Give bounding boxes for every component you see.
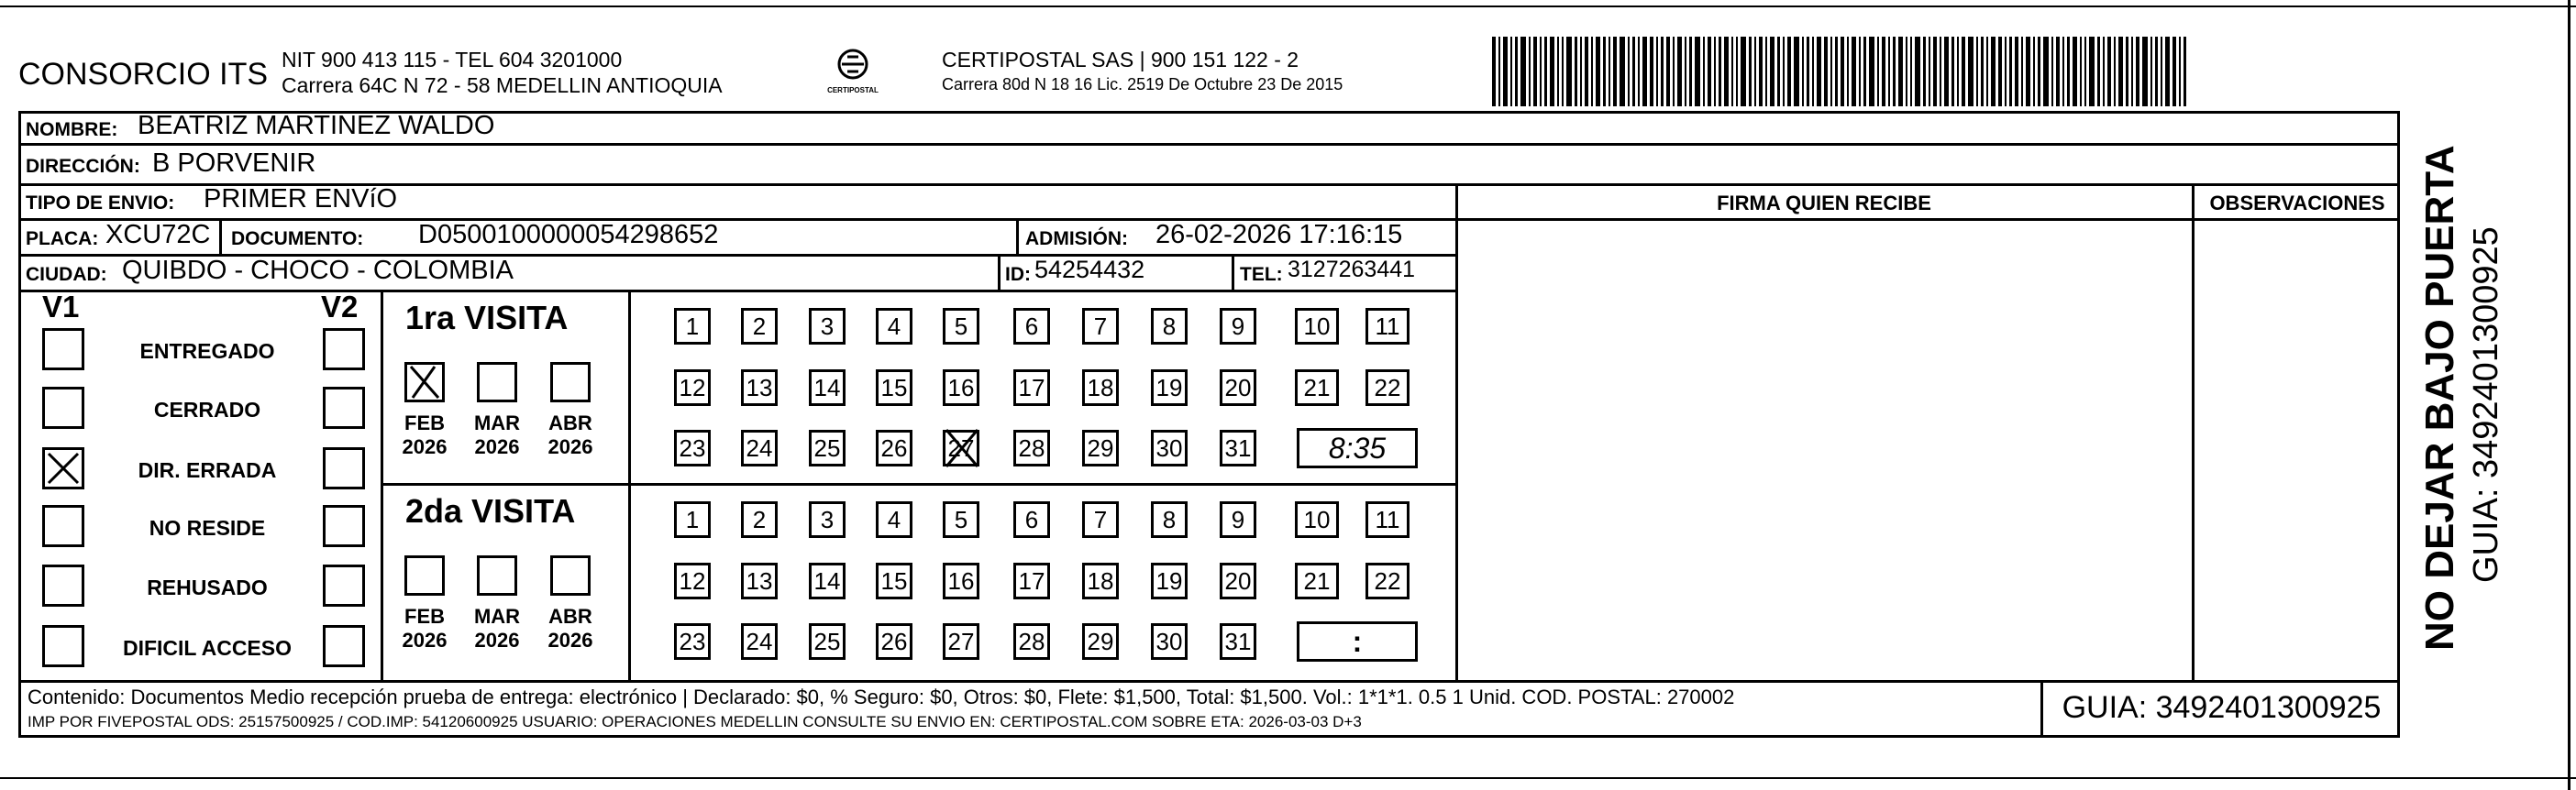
v2-checkbox[interactable] (323, 565, 365, 607)
v1-checkbox[interactable] (42, 625, 84, 667)
day-box[interactable]: 24 (741, 430, 778, 466)
scan-right-edge (2568, 0, 2570, 790)
v1-header: V1 (42, 290, 80, 324)
day-box[interactable]: 14 (809, 369, 846, 406)
documento-label: DOCUMENTO: (231, 228, 364, 249)
day-box[interactable]: 1 (674, 501, 711, 538)
status-label: ENTREGADO (139, 339, 275, 363)
col-line-left-section (1455, 183, 1458, 680)
day-box[interactable]: 1 (674, 308, 711, 345)
status-label: REHUSADO (147, 576, 268, 599)
day-box[interactable]: 17 (1013, 563, 1050, 599)
col-line-placa (219, 218, 222, 254)
day-box[interactable]: 19 (1151, 563, 1188, 599)
status-label: DIR. ERRADA (138, 458, 277, 482)
v2-header: V2 (321, 290, 359, 324)
day-box[interactable]: 5 (943, 308, 979, 345)
visit-time-field[interactable]: 8:35 (1297, 428, 1418, 468)
year-label: 2026 (402, 629, 448, 652)
month-label: MAR (473, 411, 521, 434)
day-box[interactable]: 17 (1013, 369, 1050, 406)
month-checkbox[interactable] (477, 362, 517, 402)
carrier-name: CERTIPOSTAL SAS | 900 151 122 - 2 (942, 48, 1299, 71)
carrier-address: Carrera 80d N 18 16 Lic. 2519 De Octubre 23 De 2015 (942, 75, 1343, 93)
tel-value: 3127263441 (1288, 257, 1416, 282)
columns-header-line (1456, 218, 2400, 221)
ciudad-value: QUIBDO - CHOCO - COLOMBIA (122, 256, 514, 285)
firma-area[interactable] (1460, 222, 2190, 678)
day-box[interactable]: 23 (674, 623, 711, 660)
day-box[interactable]: 29 (1082, 430, 1119, 466)
day-box[interactable]: 12 (674, 563, 711, 599)
v2-checkbox[interactable] (323, 505, 365, 547)
v2-checkbox[interactable] (323, 328, 365, 370)
day-box[interactable]: 16 (943, 369, 979, 406)
day-box[interactable]: 4 (876, 308, 912, 345)
day-box[interactable]: 9 (1220, 308, 1256, 345)
month-label: ABR (548, 411, 592, 434)
year-label: 2026 (547, 435, 593, 458)
day-box[interactable]: 24 (741, 623, 778, 660)
year-label: 2026 (474, 435, 520, 458)
status-label: DIFICIL ACCESO (122, 636, 292, 660)
month-checkbox[interactable] (404, 362, 445, 402)
col-line-observaciones (2192, 183, 2195, 680)
company-nit: NIT 900 413 115 - TEL 604 3201000 (282, 48, 623, 71)
month-checkbox[interactable] (477, 555, 517, 596)
day-box[interactable]: 27 (943, 623, 979, 660)
day-box[interactable]: 22 (1365, 369, 1410, 406)
day-box[interactable]: 2 (741, 501, 778, 538)
day-box[interactable]: 26 (876, 430, 912, 466)
direccion-label: DIRECCIÓN: (26, 156, 140, 177)
placa-label: PLACA: (26, 228, 99, 249)
day-box[interactable]: 13 (741, 369, 778, 406)
day-box[interactable]: 26 (876, 623, 912, 660)
day-box[interactable]: 18 (1082, 563, 1119, 599)
certipostal-logo (824, 44, 882, 108)
day-box[interactable]: 7 (1082, 308, 1119, 345)
day-cross-mark (941, 426, 983, 475)
year-label: 2026 (547, 629, 593, 652)
day-box[interactable]: 21 (1295, 563, 1339, 599)
nombre-value: BEATRIZ MARTINEZ WALDO (138, 111, 495, 140)
tipo-envio-label: TIPO DE ENVIO: (26, 192, 175, 214)
day-box[interactable]: 16 (943, 563, 979, 599)
year-label: 2026 (402, 435, 448, 458)
day-box[interactable]: 28 (1013, 430, 1050, 466)
row-line-5 (18, 290, 1456, 292)
day-box[interactable]: 30 (1151, 623, 1188, 660)
ciudad-label: CIUDAD: (26, 264, 107, 285)
admision-value: 26-02-2026 17:16:15 (1155, 220, 1403, 249)
footer-guia: GUIA: 3492401300925 (2062, 690, 2382, 725)
day-box[interactable]: 3 (809, 308, 846, 345)
visit-divider-line (381, 483, 1456, 486)
day-box[interactable]: 31 (1220, 623, 1256, 660)
v2-checkbox[interactable] (323, 447, 365, 489)
status-label: CERRADO (153, 398, 261, 422)
observaciones-header: OBSERVACIONES (2209, 192, 2385, 214)
observaciones-area[interactable] (2196, 222, 2398, 678)
visit-title: 2da VISITA (405, 492, 576, 530)
visit-time-field[interactable]: : (1297, 621, 1418, 662)
day-box[interactable]: 28 (1013, 623, 1050, 660)
month-checkbox[interactable] (550, 555, 591, 596)
day-box[interactable]: 27 (943, 430, 979, 466)
month-checkbox[interactable] (404, 555, 445, 596)
firma-header: FIRMA QUIEN RECIBE (1717, 192, 1931, 214)
day-box[interactable]: 8 (1151, 501, 1188, 538)
day-box[interactable]: 18 (1082, 369, 1119, 406)
month-label: FEB (404, 411, 445, 434)
footer-impresion: IMP POR FIVEPOSTAL ODS: 25157500925 / COD.IMP: 54120600925 USUARIO: OPERACIONES MEDELLIN CONSULTE SU ENVIO EN: CERTIPOSTAL.COM SOBRE ETA: 2026-03-03 D+3 (28, 713, 1362, 730)
admision-label: ADMISIÓN: (1025, 228, 1128, 249)
barcode (1492, 37, 2218, 106)
v2-checkbox[interactable] (323, 387, 365, 429)
day-box[interactable]: 14 (809, 563, 846, 599)
day-box[interactable]: 21 (1295, 369, 1339, 406)
v1-checkbox[interactable] (42, 447, 84, 489)
day-box[interactable]: 30 (1151, 430, 1188, 466)
id-value: 54254432 (1034, 256, 1145, 283)
col-line-admision (1016, 218, 1019, 254)
company-address: Carrera 64C N 72 - 58 MEDELLIN ANTIOQUIA (282, 73, 723, 97)
logo-caption: CERTIPOSTAL (827, 86, 879, 94)
day-box[interactable]: 12 (674, 369, 711, 406)
day-box[interactable]: 22 (1365, 563, 1410, 599)
footer-content: Contenido: Documentos Medio recepción prueba de entrega: electrónico | Declarado: $0, % Seguro: $0, Otros: $0, Flete: $1,500, Total: $1,500. Vol.: 1*1*1. 0.5 1 Unid. COD. POSTAL: 270002 (28, 686, 1735, 708)
month-label: FEB (404, 605, 445, 628)
nombre-label: NOMBRE: (26, 119, 118, 140)
scan-bottom-line (0, 777, 2576, 779)
day-box[interactable]: 4 (876, 501, 912, 538)
day-box[interactable]: 25 (809, 430, 846, 466)
day-box[interactable]: 19 (1151, 369, 1188, 406)
day-box[interactable]: 13 (741, 563, 778, 599)
col-line-tel (1232, 254, 1234, 290)
side-guia: GUIA: 3492401300925 (2467, 226, 2505, 583)
year-label: 2026 (474, 629, 520, 652)
day-box[interactable]: 20 (1220, 369, 1256, 406)
day-box[interactable]: 15 (876, 369, 912, 406)
day-box[interactable]: 20 (1220, 563, 1256, 599)
status-label: NO RESIDE (149, 516, 266, 540)
direccion-value: B PORVENIR (152, 148, 316, 178)
day-box[interactable]: 7 (1082, 501, 1119, 538)
placa-value: XCU72C (105, 220, 211, 249)
day-box[interactable]: 11 (1365, 308, 1410, 345)
col-line-id (998, 254, 1001, 290)
day-box[interactable]: 6 (1013, 501, 1050, 538)
day-box[interactable]: 6 (1013, 308, 1050, 345)
scan-top-line (0, 5, 2576, 7)
month-label: ABR (548, 605, 592, 628)
day-box[interactable]: 23 (674, 430, 711, 466)
day-box[interactable]: 2 (741, 308, 778, 345)
day-box[interactable]: 8 (1151, 308, 1188, 345)
day-box[interactable]: 10 (1295, 501, 1339, 538)
documento-value: D0500100000054298652 (418, 220, 719, 249)
day-box[interactable]: 5 (943, 501, 979, 538)
v2-checkbox[interactable] (323, 625, 365, 667)
day-box[interactable]: 31 (1220, 430, 1256, 466)
month-checkbox[interactable] (550, 362, 591, 402)
day-box[interactable]: 3 (809, 501, 846, 538)
side-warning: NO DEJAR BAJO PUERTA (2417, 145, 2462, 651)
v1-checkbox[interactable] (42, 328, 84, 370)
tel-label: TEL: (1240, 264, 1283, 285)
id-label: ID: (1005, 264, 1031, 285)
day-box[interactable]: 29 (1082, 623, 1119, 660)
day-box[interactable]: 15 (876, 563, 912, 599)
day-box[interactable]: 10 (1295, 308, 1339, 345)
v1-checkbox[interactable] (42, 505, 84, 547)
row-line-1 (18, 143, 2400, 146)
day-box[interactable]: 11 (1365, 501, 1410, 538)
v1-checkbox[interactable] (42, 565, 84, 607)
company-name: CONSORCIO ITS (18, 57, 269, 92)
month-label: MAR (473, 605, 521, 628)
day-box[interactable]: 25 (809, 623, 846, 660)
tipo-envio-value: PRIMER ENVíO (204, 184, 398, 214)
v1-checkbox[interactable] (42, 387, 84, 429)
visit-title: 1ra VISITA (405, 299, 569, 336)
day-box[interactable]: 9 (1220, 501, 1256, 538)
